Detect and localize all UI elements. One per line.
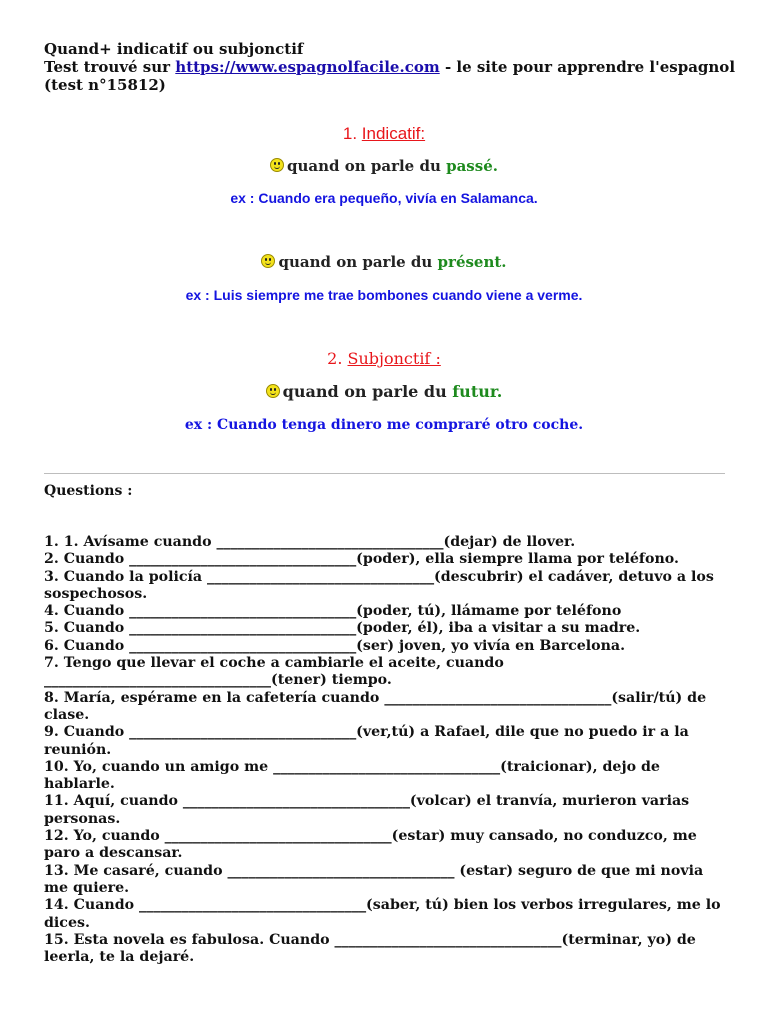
section1-example1: ex : Cuando era pequeño, vivía en Salamanca.	[230, 190, 538, 206]
question-item: 8. María, espérame en la cafetería cuando ________________________________(salir/tú) de clase.	[44, 689, 707, 723]
rule2-tense: présent.	[437, 253, 507, 271]
question-item: 2. Cuando ________________________________(poder), ella siempre llama por teléfono.	[44, 551, 679, 568]
questions-label: Questions :	[44, 483, 133, 499]
source-prefix: Test trouvé sur	[44, 58, 171, 76]
section2-rule	[0, 382, 768, 401]
section1-rule2	[0, 253, 768, 271]
question-item: 3. Cuando la policía ________________________________(descubrir) el cadáver, detuvo a los sospechosos.	[44, 568, 714, 602]
question-item: 12. Yo, cuando ________________________________(estar) muy cansado, no conduzco, me paro a descansar.	[44, 828, 697, 862]
questions-list	[44, 534, 724, 966]
source-line	[44, 58, 735, 76]
rule1-tense: passé.	[446, 157, 498, 175]
section1-example2: ex : Luis siempre me trae bombones cuando viene a verme.	[185, 287, 583, 303]
question-item: 10. Yo, cuando un amigo me ________________________________(traicionar), dejo de hablarle.	[44, 758, 660, 793]
source-link[interactable]: https://www.espagnolfacile.com	[175, 58, 440, 76]
question-item: 15. Esta novela es fabulosa. Cuando ________________________________(terminar, yo) de leerla, te la dejaré.	[44, 931, 696, 966]
question-item: 14. Cuando ________________________________(saber, tú) bien los verbos irregulares, me lo dices.	[44, 897, 721, 931]
question-item: 1. 1. Avísame cuando ________________________________(dejar) de llover.	[44, 534, 576, 550]
section1-number: 1.	[342, 124, 358, 143]
section2-example: ex : Cuando tenga dinero me compraré otro coche.	[184, 417, 584, 433]
section1-rule1	[0, 157, 768, 175]
question-item: 13. Me casaré, cuando ________________________________ (estar) seguro de que mi novia me quiere.	[44, 862, 704, 896]
question-item: 6. Cuando ________________________________(ser) joven, yo vivía en Barcelona.	[44, 637, 626, 654]
test-id: (test n°15812)	[44, 76, 166, 94]
section1-heading	[0, 124, 768, 144]
question-item: 7. Tengo que llevar el coche a cambiarle el aceite, cuando ________________________________(tener) tiempo.	[44, 655, 504, 689]
source-suffix: - le site pour apprendre l'espagnol	[444, 58, 736, 76]
document-header	[44, 40, 735, 94]
section2-title: Subjonctif :	[347, 349, 441, 368]
section2-heading	[0, 349, 768, 368]
rule3-text: quand on parle du	[282, 382, 447, 401]
rule3-tense: futur.	[452, 382, 503, 401]
smiley-icon	[270, 158, 284, 172]
section2-number: 2.	[327, 349, 343, 368]
question-item: 5. Cuando ________________________________(poder, él), iba a visitar a su madre.	[44, 620, 641, 637]
divider	[44, 473, 725, 474]
question-item: 4. Cuando ________________________________(poder, tú), llámame por teléfono	[44, 603, 622, 620]
rule1-text: quand on parle du	[287, 157, 441, 175]
document-title: Quand+ indicatif ou subjonctif	[44, 40, 304, 58]
smiley-icon	[266, 384, 280, 398]
section1-title: Indicatif:	[361, 124, 426, 143]
question-item: 11. Aquí, cuando ________________________________(volcar) el tranvía, murieron varias personas.	[44, 793, 690, 827]
question-item: 9. Cuando ________________________________(ver,tú) a Rafael, dile que no puedo ir a la reunión.	[44, 724, 689, 758]
rule2-text: quand on parle du	[278, 253, 433, 271]
smiley-icon	[261, 254, 275, 268]
